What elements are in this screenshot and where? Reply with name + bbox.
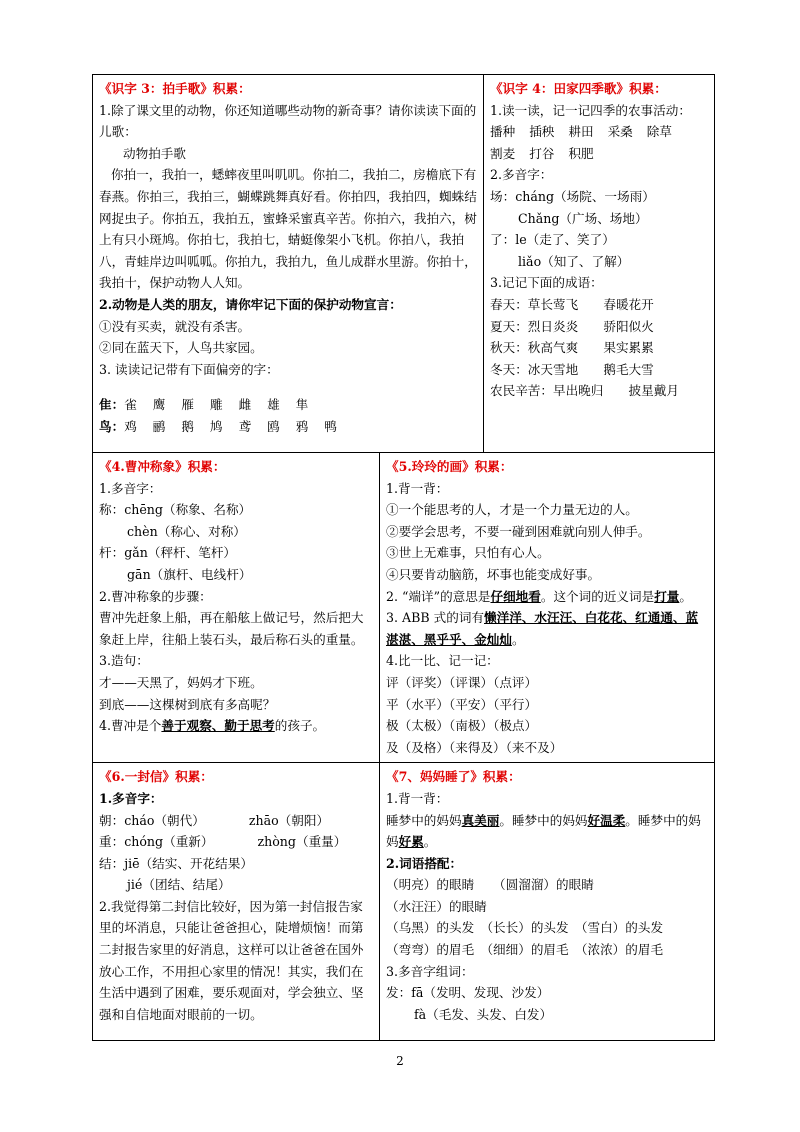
idiom-spring: 春天：草长莺飞 春暖花开 bbox=[490, 296, 654, 312]
question-3: 3.造句： bbox=[99, 653, 149, 669]
idiom-summer: 夏天：烈日炎炎 骄阳似火 bbox=[490, 318, 654, 334]
question-4: 4.比一比、记一记： bbox=[386, 653, 499, 669]
cell-title: 《7、妈妈睡了》积累： bbox=[386, 769, 521, 785]
compare-ping-2: 平（水平）（平安）（平行） bbox=[386, 696, 538, 712]
match-row-1: （明亮）的眼睛 （圆溜溜）的眼睛 bbox=[386, 877, 594, 893]
page-number: 2 bbox=[396, 1054, 404, 1068]
question-1: 1.多音字： bbox=[99, 480, 162, 496]
document-page bbox=[92, 74, 714, 1041]
cell-title: 《4.曹冲称象》积累： bbox=[99, 459, 226, 474]
match-row-3: （乌黑）的头发 （长长）的头发 （雪白）的头发 bbox=[386, 920, 664, 936]
compare-ji-2: 及（及格）（来得及）（来不及） bbox=[386, 739, 563, 755]
polyphone-cheng-2: chèn（称心、对称） bbox=[127, 523, 246, 539]
question-1: 1.读一读，记一记四季的农事活动： bbox=[490, 102, 691, 118]
question-2: 2. “端详”的意思是仔细地看。这个词的近义词是打量。 bbox=[386, 588, 692, 604]
question-1: 1.多音字： bbox=[99, 790, 163, 806]
cell-lesson-7 bbox=[380, 763, 715, 1041]
steps-text: 曹冲先赶象上船，再在船舷上做记号，然后把大象赶上岸，往船上装石头，最后称石头的重量。 bbox=[99, 610, 364, 647]
idiom-farmer: 农民辛苦：早出晚归 披星戴月 bbox=[490, 383, 679, 399]
polyphone-zhong-row: 重：chóng（重新） zhòng（重量） bbox=[99, 834, 347, 850]
polyphone-jie-1: 结：jiē（结实、开花结果） bbox=[99, 855, 253, 871]
recite-3: ③世上无难事，只怕有心人。 bbox=[386, 545, 550, 561]
question-1: 1.除了课文里的动物，你还知道哪些动物的新奇事？请你读读下面的儿歌： bbox=[99, 102, 477, 140]
song-title: 动物拍手歌 bbox=[123, 145, 186, 161]
question-2: 2.词语搭配： bbox=[386, 855, 463, 871]
polyphone-chang-2: Chǎng（广场、场地） bbox=[518, 210, 648, 226]
idiom-winter: 冬天：冰天雪地 鹅毛大雪 bbox=[490, 361, 654, 377]
recite-1: ①一个能思考的人，才是一个力量无边的人。 bbox=[386, 502, 638, 518]
cell-title: 《6.一封信》积累： bbox=[99, 769, 213, 785]
question-3: 3.记记下面的成语： bbox=[490, 275, 603, 291]
recite-text: 睡梦中的妈妈真美丽。睡梦中的妈妈好温柔。睡梦中的妈妈好累。 bbox=[386, 812, 701, 850]
polyphone-fa-1: 发：fā（发明、发现、沙发） bbox=[386, 985, 550, 1001]
radical-zhui-row: 隹：雀 鹰 雁 雕 雌 雄 隼 bbox=[99, 397, 309, 413]
match-row-2: （水汪汪）的眼睛 bbox=[386, 898, 487, 914]
cell-title: 《识字 3：拍手歌》积累： bbox=[99, 81, 251, 96]
recite-2: ②要学会思考，不要一碰到困难就向别人伸手。 bbox=[386, 523, 651, 539]
cell-lesson-5 bbox=[380, 453, 715, 763]
polyphone-chang-1: 场：cháng（场院、一场雨） bbox=[490, 188, 655, 204]
polyphone-gan-1: 杆：gǎn（秤杆、笔杆） bbox=[99, 545, 237, 561]
polyphone-gan-2: gān（旗杆、电线杆） bbox=[127, 566, 252, 582]
polyphone-chao-row: 朝：cháo（朝代） zhāo（朝阳） bbox=[99, 812, 330, 828]
cell-lesson-4 bbox=[93, 453, 380, 763]
compare-ji-1: 极（太极）（南极）（极点） bbox=[386, 718, 538, 734]
question-2: 2.动物是人类的朋友，请你牢记下面的保护动物宣言： bbox=[99, 296, 402, 312]
polyphone-le-1: 了：le（走了、笑了） bbox=[490, 232, 615, 248]
polyphone-fa-2: fà（毛发、头发、白发） bbox=[414, 1006, 553, 1022]
question-3: 3. 读读记记带有下面偏旁的字： bbox=[99, 361, 279, 377]
idiom-autumn: 秋天：秋高气爽 果实累累 bbox=[490, 340, 654, 356]
question-3: 3. ABB 式的词有懒洋洋、水汪汪、白花花、红通通、蓝湛湛、黑乎乎、金灿灿。 bbox=[386, 610, 699, 647]
song-text: 你拍一，我拍一，蟋蟀夜里叫叽叽。你拍二，我拍二，房檐底下有春燕。你拍三，我拍三，蝴蝶跳舞真好看。你拍四，我拍四，蜘蛛结网捉虫子。你拍五，我拍五，蜜蜂采蜜真辛苦。你拍六，我拍六，树上有只小斑鸠。你拍七，我拍七，蜻蜓像架小飞机。你拍八，我拍八，青蛙岸边叫呱呱。你拍九，我拍九，鱼儿成群水里游。你拍十，我拍十，保护动物人人知。 bbox=[99, 167, 477, 291]
question-2: 2.曹冲称象的步骤： bbox=[99, 588, 212, 604]
sentence-2: 到底——这棵树到底有多高呢？ bbox=[99, 696, 276, 712]
polyphone-le-2: liǎo（知了、了解） bbox=[518, 253, 630, 269]
cell-lesson-shizi4 bbox=[484, 75, 715, 453]
compare-ping-1: 评（评奖）（评课）（点评） bbox=[386, 674, 538, 690]
declaration-2: ②同在蓝天下，人鸟共家园。 bbox=[99, 340, 263, 356]
activities-row-1: 播种 插秧 耕田 采桑 除草 bbox=[490, 124, 672, 140]
cell-title: 《识字 4：田家四季歌》积累： bbox=[490, 81, 667, 96]
sentence-1: 才——天黑了，妈妈才下班。 bbox=[99, 674, 263, 690]
polyphone-cheng-1: 称：chēng（称象、名称） bbox=[99, 502, 252, 518]
question-4: 4.曹冲是个善于观察、勤于思考的孩子。 bbox=[99, 718, 326, 734]
cell-lesson-shizi3 bbox=[93, 75, 484, 453]
question-3: 3.多音字组词： bbox=[386, 963, 474, 979]
cell-lesson-6 bbox=[93, 763, 380, 1041]
question-1: 1.背一背： bbox=[386, 480, 449, 496]
polyphone-jie-2: jié（团结、结尾） bbox=[127, 877, 231, 893]
cell-title: 《5.玲玲的画》积累： bbox=[386, 459, 513, 474]
question-2: 2.我觉得第二封信比较好，因为第一封信报告家里的坏消息，只能让爸爸担心，陡增烦恼！而第二封报告家里的好消息，这样可以让爸爸在国外放心工作，不用担心家里的情况！其实，我们在生活中遇到了困难，要乐观面对，学会独立、坚强和自信地面对眼前的一切。 bbox=[99, 898, 364, 1022]
match-row-4: （弯弯）的眉毛 （细细）的眉毛 （浓浓）的眉毛 bbox=[386, 942, 664, 958]
declaration-1: ①没有买卖，就没有杀害。 bbox=[99, 318, 251, 334]
question-2: 2.多音字： bbox=[490, 167, 553, 183]
study-table bbox=[92, 74, 715, 1041]
recite-4: ④只要肯动脑筋，坏事也能变成好事。 bbox=[386, 566, 601, 582]
activities-row-2: 割麦 打谷 积肥 bbox=[490, 145, 594, 161]
question-1: 1.背一背： bbox=[386, 790, 449, 806]
radical-niao-row: 鸟：鸡 鹂 鹅 鸠 鸢 鸥 鸦 鸭 bbox=[99, 418, 337, 434]
